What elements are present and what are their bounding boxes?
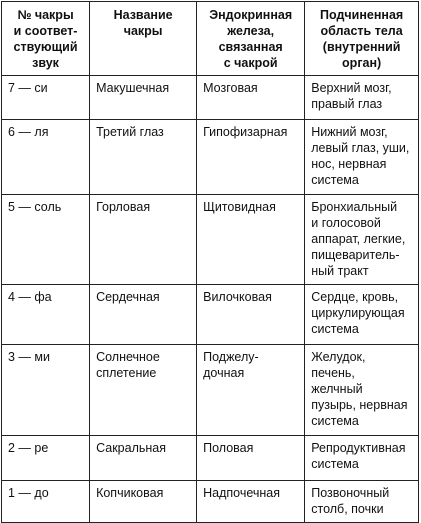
cell-text: Сердце, кровь, циркулирующая система <box>311 290 405 336</box>
cell-endocrine-gland <box>197 436 305 481</box>
cell-text: 4 — фа <box>8 290 52 304</box>
cell-text: Поджелу- дочная <box>203 350 259 380</box>
cell-text: 5 — соль <box>8 200 62 214</box>
cell-chakra-name <box>90 481 197 523</box>
cell-body-area <box>305 436 419 481</box>
cell-body-area <box>305 285 419 345</box>
table-header-row <box>2 2 419 76</box>
table-row <box>2 285 419 345</box>
cell-text: Позвоночный столб, почки <box>311 486 390 516</box>
cell-chakra-name <box>90 195 197 285</box>
cell-chakra-name <box>90 436 197 481</box>
cell-chakra-number <box>2 345 90 436</box>
cell-text: Солнечное сплетение <box>96 350 160 380</box>
cell-text: 7 — си <box>8 81 48 95</box>
cell-endocrine-gland <box>197 195 305 285</box>
cell-endocrine-gland <box>197 285 305 345</box>
header-chakra-number <box>2 2 90 76</box>
header-body-area <box>305 2 419 76</box>
header-text: Эндокринная железа, связанная с чакрой <box>209 8 293 70</box>
header-chakra-name <box>90 2 197 76</box>
cell-body-area <box>305 481 419 523</box>
cell-text: Сакральная <box>96 441 166 455</box>
cell-chakra-name <box>90 285 197 345</box>
cell-text: 6 — ля <box>8 125 49 139</box>
cell-endocrine-gland <box>197 120 305 195</box>
table-row <box>2 345 419 436</box>
cell-text: Нижний мозг, левый глаз, уши, нос, нервная система <box>311 125 410 187</box>
cell-chakra-name <box>90 120 197 195</box>
cell-chakra-number <box>2 120 90 195</box>
cell-body-area <box>305 195 419 285</box>
cell-text: Желудок, печень, желчный пузырь, нервная система <box>311 350 408 428</box>
header-text: № чакры и соответ- ствующий звук <box>13 8 78 70</box>
cell-text: Половая <box>203 441 254 455</box>
cell-text: Макушечная <box>96 81 170 95</box>
table-row <box>2 436 419 481</box>
cell-text: Сердечная <box>96 290 160 304</box>
cell-text: Горловая <box>96 200 151 214</box>
cell-chakra-name <box>90 76 197 120</box>
cell-text: Бронхиальный и голосовой аппарат, легкие, пищеваритель- ный тракт <box>311 200 406 278</box>
cell-text: Щитовидная <box>203 200 276 214</box>
cell-chakra-number <box>2 436 90 481</box>
cell-text: 2 — ре <box>8 441 49 455</box>
cell-endocrine-gland <box>197 481 305 523</box>
cell-text: Вилочковая <box>203 290 272 304</box>
header-text: Подчиненная область тела (внутренний орган) <box>320 8 404 70</box>
header-endocrine-gland <box>197 2 305 76</box>
cell-text: Копчиковая <box>96 486 164 500</box>
cell-text: Надпочечная <box>203 486 281 500</box>
cell-chakra-number <box>2 481 90 523</box>
table-row <box>2 481 419 523</box>
cell-chakra-number <box>2 285 90 345</box>
cell-text: Третий глаз <box>96 125 164 139</box>
cell-text: Репродуктивная система <box>311 441 406 471</box>
cell-body-area <box>305 345 419 436</box>
cell-endocrine-gland <box>197 345 305 436</box>
cell-text: Верхний мозг, правый глаз <box>311 81 392 111</box>
cell-text: Мозговая <box>203 81 258 95</box>
cell-endocrine-gland <box>197 76 305 120</box>
table-row <box>2 76 419 120</box>
cell-chakra-number <box>2 195 90 285</box>
chakra-table <box>1 1 419 523</box>
cell-text: Гипофизарная <box>203 125 288 139</box>
header-text: Название чакры <box>113 8 173 38</box>
table-row <box>2 120 419 195</box>
cell-body-area <box>305 76 419 120</box>
cell-body-area <box>305 120 419 195</box>
cell-text: 3 — ми <box>8 350 50 364</box>
cell-chakra-number <box>2 76 90 120</box>
cell-text: 1 — до <box>8 486 49 500</box>
table-row <box>2 195 419 285</box>
cell-chakra-name <box>90 345 197 436</box>
